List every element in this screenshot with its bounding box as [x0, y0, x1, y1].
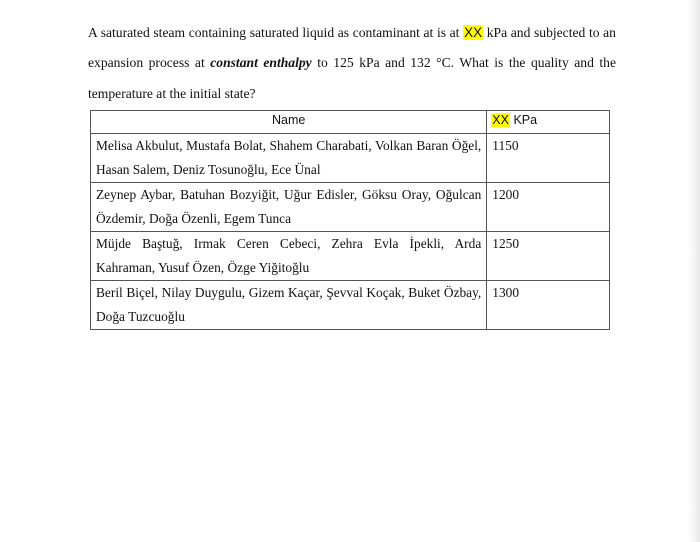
group-pressure: 1250	[487, 232, 610, 281]
group-names: Beril Biçel, Nilay Duygulu, Gizem Kaçar, Şevval Koçak, Buket Özbay, Doğa Tuzcuoğlu	[91, 281, 487, 330]
group-pressure: 1150	[487, 134, 610, 183]
group-names: Melisa Akbulut, Mustafa Bolat, Shahem Charabati, Volkan Baran Öğel, Hasan Salem, Deniz Tosunoğlu, Ece Ünal	[91, 134, 487, 183]
problem-text-part3: to 125 kPa and 132 °C. What is the quality and the temperature at the initial state?	[88, 55, 616, 101]
table-row	[91, 134, 610, 183]
pressure-placeholder-highlight: XX	[464, 24, 483, 40]
header-pressure	[487, 111, 610, 134]
table-row	[91, 232, 610, 281]
header-pressure-unit: KPa	[513, 113, 538, 127]
page-edge-shadow	[688, 0, 700, 542]
problem-text-part2: kPa and subjected to an expansion process at	[88, 24, 616, 71]
group-pressure: 1300	[487, 281, 610, 330]
table-row	[91, 281, 610, 330]
group-names: Zeynep Aybar, Batuhan Bozyiğit, Uğur Edisler, Göksu Oray, Oğulcan Özdemir, Doğa Özenli, Egem Tunca	[91, 183, 487, 232]
student-groups-table	[90, 110, 610, 330]
header-pressure-highlight: XX	[492, 113, 509, 127]
table-header-row	[91, 111, 610, 134]
header-name: Name	[91, 111, 487, 134]
constant-enthalpy-emphasis: constant enthalpy	[210, 55, 312, 71]
problem-text-part1: A saturated steam containing saturated liquid as contaminant at is at	[88, 24, 460, 40]
problem-statement	[88, 18, 616, 110]
group-pressure: 1200	[487, 183, 610, 232]
group-names: Müjde Baştuğ, Irmak Ceren Cebeci, Zehra Evla İpekli, Arda Kahraman, Yusuf Özen, Özge Yiğitoğlu	[91, 232, 487, 281]
table-row	[91, 183, 610, 232]
